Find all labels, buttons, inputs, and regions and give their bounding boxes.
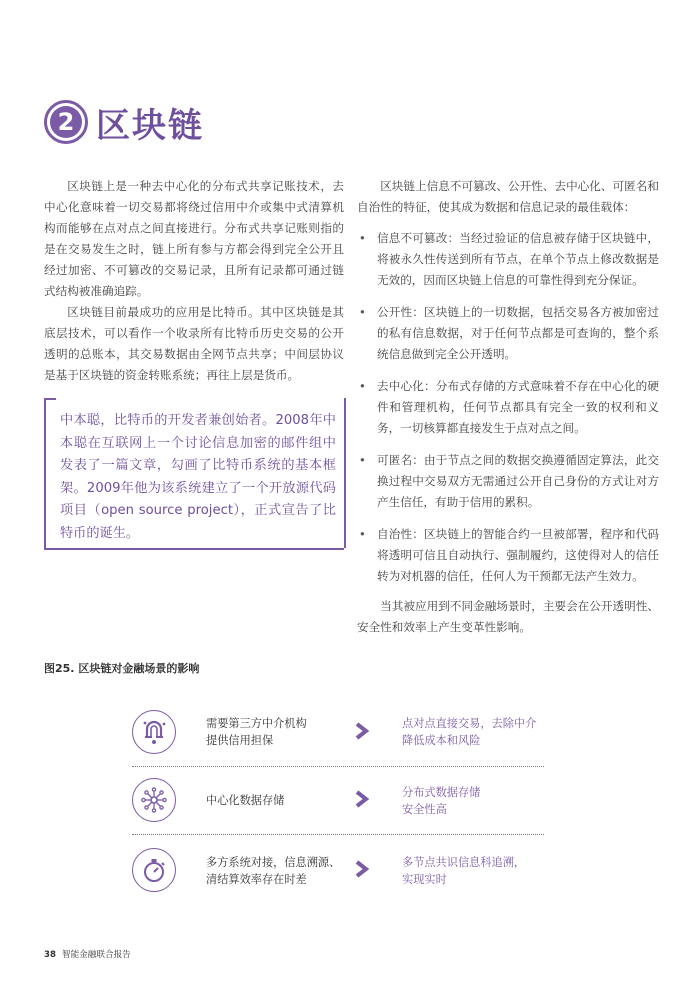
- after-line: 实现实时: [402, 873, 447, 886]
- before-line: 中心化数据存储: [206, 794, 285, 807]
- list-item: [357, 228, 659, 291]
- section-number-badge: [44, 100, 88, 144]
- bullet-icon: •: [359, 379, 366, 393]
- section-title: 区块链: [96, 105, 204, 146]
- closing-paragraph: 当其被应用到不同金融场景时，主要会在公开透明性、安全性和效率上产生变革性影响。: [357, 599, 659, 634]
- bullet-icon: •: [359, 527, 366, 541]
- before-text: [206, 854, 340, 888]
- features-intro: 区块链上信息不可篡改、公开性、去中心化、可匿名和自治性的特征，使其成为数据和信息记录的最佳载体：: [357, 179, 659, 214]
- list-item-text: 信息不可篡改：当经过验证的信息被存储于区块链中，将被永久性传送到所有节点，在单个节点上修改数据是无效的，因而区块链上信息的可靠性得到充分保证。: [377, 231, 659, 287]
- bitcoin-paragraph: 区块链目前最成功的应用是比特币。其中区块链是其底层技术，可以看作一个收录所有比特币历史交易的公开透明的总账本，其交易数据由全网节点共享；中间层协议是基于区块链的资金转账系统；再往上层是货币。: [44, 305, 344, 382]
- page-number: 38: [44, 950, 56, 960]
- bullet-icon: •: [359, 305, 366, 319]
- after-line: 安全性高: [402, 803, 447, 816]
- list-item: [357, 302, 659, 365]
- page-footer: [44, 948, 131, 960]
- before-line: 提供信用担保: [206, 734, 274, 747]
- feature-list: [357, 228, 659, 598]
- chevron-right-icon: [354, 722, 370, 740]
- after-line: 多节点共识信息科追溯，: [402, 856, 526, 869]
- after-text: [402, 715, 536, 749]
- list-item: [357, 524, 659, 587]
- section-heading: [44, 98, 204, 146]
- bullet-icon: •: [359, 231, 366, 245]
- list-item-text: 自治性：区块链上的智能合约一旦被部署，程序和代码将透明可信且自动执行、强制履约，这使得对人的信任转为对机器的信任，任何人为干预都无法产生效力。: [377, 527, 659, 583]
- figure-row: [132, 838, 544, 908]
- after-line: 点对点直接交易，去除中介: [402, 717, 537, 730]
- before-line: 需要第三方中介机构: [206, 717, 307, 730]
- figure-caption: 图25. 区块链对金融场景的影响: [44, 662, 200, 675]
- stopwatch-icon: [132, 848, 176, 892]
- before-text: [206, 792, 284, 809]
- intro-paragraph: 区块链上是一种去中心化的分布式共享记账技术，去中心化意味着一切交易都将绕过信用中介或集中式清算机构而能够在点对点之间直接进行。分布式共享记账则指的是在交易发生之时，链上所有参与方都会得到完全公开且经过加密、不可篡改的交易记录，且所有记录都可通过链式结构被准确追踪。: [44, 179, 344, 298]
- list-item-text: 去中心化：分布式存储的方式意味着不存在中心化的硬件和管理机构，任何节点都具有完全一致的权利和义务，一切核算都直接发生于点对点之间。: [377, 379, 659, 435]
- before-line: 多方系统对接，信息溯源、: [206, 856, 341, 869]
- after-text: [402, 784, 480, 818]
- magnet-icon: [132, 710, 176, 754]
- after-text: [402, 854, 525, 888]
- report-title: 智能金融联合报告: [61, 950, 131, 960]
- bullet-icon: •: [359, 453, 366, 467]
- after-line: 降低成本和风险: [402, 734, 481, 747]
- callout-text: 中本聪，比特币的开发者兼创始者。2008年中本聪在互联网上一个讨论信息加密的邮件组中发表了一篇文章，勾画了比特币系统的基本框架。2009年他为该系统建立了一个开放源代码项目（open source project），正式宣告了比特币的诞生。: [60, 413, 336, 541]
- list-item: [357, 450, 659, 513]
- before-line: 清结算效率存在时差: [206, 873, 307, 886]
- figure-row: [132, 768, 544, 838]
- divider: [132, 834, 544, 835]
- chevron-right-icon: [354, 860, 370, 878]
- before-text: [206, 715, 307, 749]
- section-number: 2: [50, 106, 82, 138]
- after-line: 分布式数据存储: [402, 786, 481, 799]
- figure-row: [132, 700, 544, 770]
- chevron-right-icon: [354, 790, 370, 808]
- list-item-text: 可匿名：由于节点之间的数据交换遵循固定算法，此交换过程中交易双方无需通过公开自己身份的方式让对方产生信任，有助于信用的累积。: [377, 453, 659, 509]
- network-icon: [132, 778, 176, 822]
- list-item: [357, 376, 659, 439]
- list-item-text: 公开性：区块链上的一切数据，包括交易各方被加密过的私有信息数据，对于任何节点都是可查询的，整个系统信息做到完全公开透明。: [377, 305, 659, 361]
- divider: [132, 766, 544, 767]
